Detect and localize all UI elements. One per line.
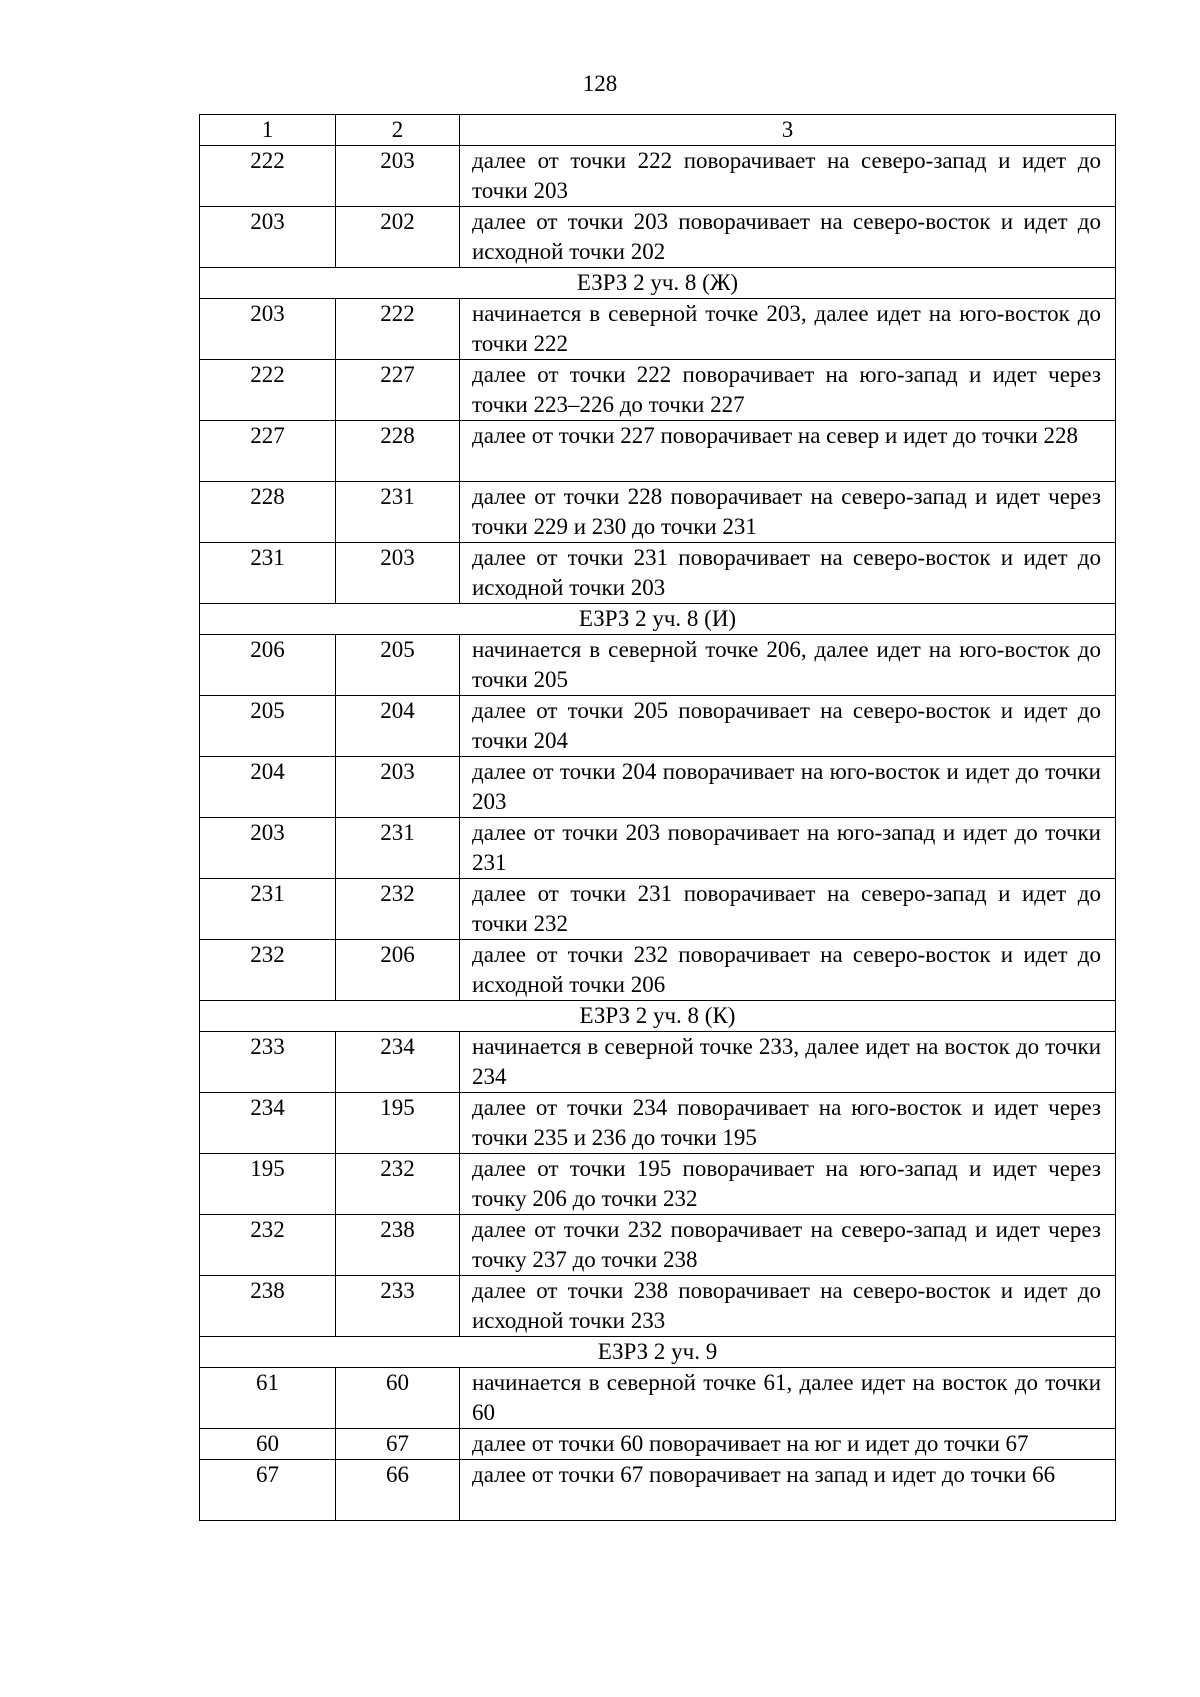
end-point-cell: 203	[336, 543, 460, 604]
start-point-cell: 222	[200, 360, 336, 421]
start-point-cell: 231	[200, 543, 336, 604]
start-point-cell: 238	[200, 1276, 336, 1337]
boundary-description-cell: далее от точки 60 поворачивает на юг и идет до точки 67	[460, 1429, 1116, 1460]
section-title: ЕЗРЗ 2 уч. 8 (И)	[200, 604, 1116, 635]
table-row	[200, 299, 1116, 360]
table-row	[200, 818, 1116, 879]
section-header-row	[200, 1337, 1116, 1368]
start-point-cell: 206	[200, 635, 336, 696]
table-row	[200, 482, 1116, 543]
boundary-description-cell: далее от точки 232 поворачивает на северо-запад и идет через точку 237 до точки 238	[460, 1215, 1116, 1276]
start-point-cell: 231	[200, 879, 336, 940]
end-point-cell: 234	[336, 1032, 460, 1093]
start-point-cell: 195	[200, 1154, 336, 1215]
table-row	[200, 1032, 1116, 1093]
table-row	[200, 879, 1116, 940]
column-header-3: 3	[460, 115, 1116, 146]
start-point-cell: 205	[200, 696, 336, 757]
end-point-cell: 204	[336, 696, 460, 757]
boundary-description-cell: далее от точки 231 поворачивает на северо-восток и идет до исходной точки 203	[460, 543, 1116, 604]
start-point-cell: 203	[200, 299, 336, 360]
boundary-description-cell: далее от точки 203 поворачивает на северо-восток и идет до исходной точки 202	[460, 207, 1116, 268]
boundary-description-cell: далее от точки 204 поворачивает на юго-восток и идет до точки 203	[460, 757, 1116, 818]
boundary-description-cell: далее от точки 222 поворачивает на юго-запад и идет через точки 223–226 до точки 227	[460, 360, 1116, 421]
table-row	[200, 1093, 1116, 1154]
table-row	[200, 635, 1116, 696]
boundary-description-cell: начинается в северной точке 203, далее идет на юго-восток до точки 222	[460, 299, 1116, 360]
boundary-description-cell: далее от точки 222 поворачивает на северо-запад и идет до точки 203	[460, 146, 1116, 207]
start-point-cell: 233	[200, 1032, 336, 1093]
start-point-cell: 222	[200, 146, 336, 207]
boundary-description-cell: далее от точки 227 поворачивает на север и идет до точки 228	[460, 421, 1116, 482]
table-row	[200, 1154, 1116, 1215]
start-point-cell: 61	[200, 1368, 336, 1429]
boundary-description-table	[199, 114, 1116, 1521]
end-point-cell: 202	[336, 207, 460, 268]
end-point-cell: 222	[336, 299, 460, 360]
table-row	[200, 1276, 1116, 1337]
end-point-cell: 205	[336, 635, 460, 696]
table-row	[200, 1368, 1116, 1429]
end-point-cell: 231	[336, 482, 460, 543]
section-header-row	[200, 268, 1116, 299]
section-header-row	[200, 604, 1116, 635]
boundary-description-cell: далее от точки 234 поворачивает на юго-восток и идет через точки 235 и 236 до точки 195	[460, 1093, 1116, 1154]
end-point-cell: 232	[336, 879, 460, 940]
table-header-row	[200, 115, 1116, 146]
end-point-cell: 66	[336, 1460, 460, 1521]
start-point-cell: 234	[200, 1093, 336, 1154]
start-point-cell: 228	[200, 482, 336, 543]
start-point-cell: 203	[200, 818, 336, 879]
end-point-cell: 203	[336, 757, 460, 818]
table-row	[200, 940, 1116, 1001]
table-row	[200, 1460, 1116, 1521]
section-title: ЕЗРЗ 2 уч. 8 (К)	[200, 1001, 1116, 1032]
end-point-cell: 231	[336, 818, 460, 879]
table-body	[200, 115, 1116, 1521]
end-point-cell: 67	[336, 1429, 460, 1460]
boundary-description-cell: далее от точки 195 поворачивает на юго-запад и идет через точку 206 до точки 232	[460, 1154, 1116, 1215]
boundary-description-cell: далее от точки 231 поворачивает на северо-запад и идет до точки 232	[460, 879, 1116, 940]
table-row	[200, 421, 1116, 482]
start-point-cell: 232	[200, 940, 336, 1001]
start-point-cell: 227	[200, 421, 336, 482]
boundary-description-cell: далее от точки 238 поворачивает на северо-восток и идет до исходной точки 233	[460, 1276, 1116, 1337]
end-point-cell: 203	[336, 146, 460, 207]
boundary-description-cell: далее от точки 232 поворачивает на северо-восток и идет до исходной точки 206	[460, 940, 1116, 1001]
boundary-description-cell: начинается в северной точке 206, далее идет на юго-восток до точки 205	[460, 635, 1116, 696]
end-point-cell: 195	[336, 1093, 460, 1154]
boundary-description-cell: начинается в северной точке 61, далее идет на восток до точки 60	[460, 1368, 1116, 1429]
end-point-cell: 238	[336, 1215, 460, 1276]
start-point-cell: 67	[200, 1460, 336, 1521]
end-point-cell: 206	[336, 940, 460, 1001]
table-row	[200, 757, 1116, 818]
section-title: ЕЗРЗ 2 уч. 8 (Ж)	[200, 268, 1116, 299]
column-header-1: 1	[200, 115, 336, 146]
start-point-cell: 204	[200, 757, 336, 818]
section-title: ЕЗРЗ 2 уч. 9	[200, 1337, 1116, 1368]
end-point-cell: 227	[336, 360, 460, 421]
start-point-cell: 203	[200, 207, 336, 268]
table-row	[200, 1429, 1116, 1460]
end-point-cell: 232	[336, 1154, 460, 1215]
end-point-cell: 233	[336, 1276, 460, 1337]
column-header-2: 2	[336, 115, 460, 146]
table-row	[200, 146, 1116, 207]
table-row	[200, 696, 1116, 757]
section-header-row	[200, 1001, 1116, 1032]
table-row	[200, 1215, 1116, 1276]
boundary-description-cell: далее от точки 228 поворачивает на северо-запад и идет через точки 229 и 230 до точки 231	[460, 482, 1116, 543]
table-row	[200, 360, 1116, 421]
boundary-description-cell: далее от точки 67 поворачивает на запад и идет до точки 66	[460, 1460, 1116, 1521]
boundary-description-cell: далее от точки 203 поворачивает на юго-запад и идет до точки 231	[460, 818, 1116, 879]
page-number: 128	[582, 71, 618, 96]
table-row	[200, 207, 1116, 268]
end-point-cell: 60	[336, 1368, 460, 1429]
boundary-description-cell: начинается в северной точке 233, далее идет на восток до точки 234	[460, 1032, 1116, 1093]
table-row	[200, 543, 1116, 604]
start-point-cell: 60	[200, 1429, 336, 1460]
end-point-cell: 228	[336, 421, 460, 482]
start-point-cell: 232	[200, 1215, 336, 1276]
boundary-description-cell: далее от точки 205 поворачивает на северо-восток и идет до точки 204	[460, 696, 1116, 757]
